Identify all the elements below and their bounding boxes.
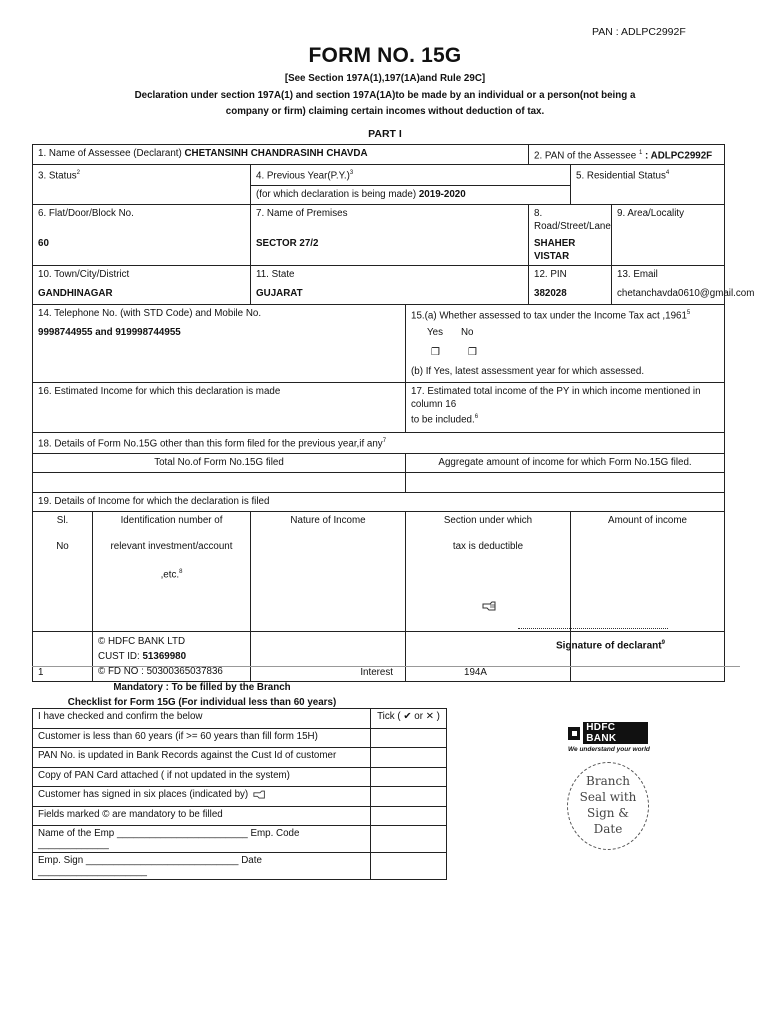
previous-15g-count-value[interactable] xyxy=(33,473,406,493)
field-pan[interactable]: 2. PAN of the Assessee $^1$ : ADLPC2992F xyxy=(529,145,725,165)
field-state-value[interactable]: GUJARAT xyxy=(251,285,529,305)
field-estimated-income[interactable]: 16. Estimated Income for which this declaration is made xyxy=(33,383,406,433)
bank-logo-icon xyxy=(568,727,580,740)
branch-seal-stamp: Branch Seal with Sign & Date xyxy=(567,762,649,850)
field-state-label: 11. State xyxy=(251,266,529,286)
list-item: PAN No. is updated in Bank Records against the Cust Id of customer xyxy=(33,748,447,768)
tick-cell[interactable] xyxy=(371,826,447,853)
field-premises-value[interactable]: SECTOR 27/2 xyxy=(251,235,529,266)
tick-cell[interactable] xyxy=(371,728,447,748)
row-identification[interactable]: © HDFC BANK LTD CUST ID: 51369980 © FD NO : 50300365037836 xyxy=(93,631,251,681)
assessee-name-value: CHETANSINH CHANDRASINH CHAVDA xyxy=(184,148,368,159)
field-pin-value[interactable]: 382028 xyxy=(529,285,612,305)
field-flat-label: 6. Flat/Door/Block No. xyxy=(33,205,251,236)
col-amount-header: Amount of income xyxy=(571,512,725,584)
col-identification-header: Identification number of relevant investment/account ,etc.$^8$ xyxy=(93,512,251,584)
branch-checklist-table xyxy=(32,708,447,880)
field-road-value[interactable]: SHAHER VISTAR xyxy=(529,235,612,266)
tick-cell[interactable] xyxy=(371,853,447,880)
list-item: Emp. Sign ____________________________ Date ____________________ xyxy=(33,853,447,880)
field-telephone-value[interactable]: 9998744955 and 919998744955 xyxy=(33,324,406,344)
table-row xyxy=(33,631,725,681)
row-nature[interactable]: Interest xyxy=(251,631,406,681)
checkbox-no-icon[interactable]: ❒ xyxy=(467,346,477,358)
field-town-value[interactable]: GANDHINAGAR xyxy=(33,285,251,305)
field-road-label: 8. Road/Street/Lane xyxy=(529,205,612,236)
form-subtitle-declaration: Declaration under section 197A(1) and section 197A(1A)to be made by an individual or a person(not being a xyxy=(134,90,636,101)
list-item: Customer has signed in six places (indicated by) xyxy=(33,787,447,807)
col-sl-header: Sl. No xyxy=(33,512,93,584)
previous-year-note: (for which declaration is being made) 2019-2020 xyxy=(251,185,571,205)
list-item: Copy of PAN Card attached ( if not updated in the system) xyxy=(33,767,447,787)
previous-15g-amount-value[interactable] xyxy=(406,473,725,493)
field-status[interactable]: 3. Status$^2$ xyxy=(33,165,251,185)
col-nature-header: Nature of Income xyxy=(251,512,406,584)
field-name-of-assessee[interactable]: 1. Name of Assessee (Declarant) CHETANSINH CHANDRASINH CHAVDA xyxy=(33,145,529,165)
list-item: I have checked and confirm the below Tick ( ✔ or ✕ ) xyxy=(33,709,447,729)
checklist-title: Checklist for Form 15G (For individual less than 60 years) xyxy=(67,697,337,708)
col-section-header: Section under which tax is deductible xyxy=(406,512,571,584)
mandatory-heading: Mandatory : To be filled by the Branch Checklist for Form 15G (For individual less than 60 years) xyxy=(32,680,372,710)
previous-year-value: 2019-2020 xyxy=(418,188,466,200)
bank-tagline: We understand your world xyxy=(568,746,650,753)
form-title: FORM NO. 15G xyxy=(308,44,462,67)
pointing-hand-icon xyxy=(482,600,498,612)
pan-header: PAN : ADLPC2992F xyxy=(592,26,686,38)
field-telephone-label: 14. Telephone No. (with STD Code) and Mobile No. xyxy=(33,305,406,325)
list-item: Name of the Emp ________________________ Emp. Code _____________ xyxy=(33,826,447,853)
tick-cell[interactable] xyxy=(371,787,447,807)
list-item: Customer is less than 60 years (if >= 60 years than fill form 15H) xyxy=(33,728,447,748)
signature-line[interactable] xyxy=(518,628,668,629)
row-sl[interactable]: 1 xyxy=(33,631,93,681)
row-amount[interactable] xyxy=(571,631,725,681)
hdfc-bank-logo xyxy=(568,722,648,753)
form-subtitle-declaration-2: company or firm) claiming certain incomes without deduction of tax. xyxy=(225,106,545,117)
signature-label: Signature of declarant$^9$ xyxy=(556,640,665,652)
field-flat-value[interactable]: 60 xyxy=(33,235,251,266)
field-previous-year[interactable]: 4. Previous $Year(P.Y.)^3$ xyxy=(251,165,571,185)
declaration-table xyxy=(32,144,755,682)
field-previous-15g: 18. Details of Form No.15G other than this form filed for the previous year,if any$^7$ xyxy=(33,433,725,453)
field-residential-status[interactable]: 5. Residential Status$^4$ xyxy=(571,165,725,185)
part-heading: PART I xyxy=(368,128,402,140)
field-assessed-label: 15.(a) Whether assessed to tax under the Income Tax act ,1961$^5$ xyxy=(406,305,725,325)
option-no-label: No xyxy=(460,327,474,339)
field-email-label: 13. Email xyxy=(612,266,725,286)
pan-value: : ADLPC2992F xyxy=(645,150,713,162)
field-estimated-total-income[interactable]: 17. Estimated total income of the PY in which income mentioned in column 16 to be included.$^6$ xyxy=(406,383,725,433)
tick-header: Tick ( ✔ or ✕ ) xyxy=(371,709,447,729)
field-email-value[interactable]: chetanchavda0610@gmail.com xyxy=(612,285,725,305)
previous-15g-count-header: Total No.of Form No.15G filed xyxy=(33,453,406,473)
field-area-label: 9. Area/Locality xyxy=(612,205,725,236)
field-pin-label: 12. PIN xyxy=(529,266,612,286)
tick-cell[interactable] xyxy=(371,767,447,787)
list-item: Fields marked © are mandatory to be filled xyxy=(33,806,447,826)
field-assessment-year[interactable]: (b) If Yes, latest assessment year for which assessed. xyxy=(406,363,725,383)
option-yes-label: Yes xyxy=(427,327,443,339)
checkbox-yes-icon[interactable]: ❒ xyxy=(431,346,440,358)
form-subtitle-section: [See Section 197A(1),197(1A)and Rule 29C] xyxy=(284,73,486,84)
field-premises-label: 7. Name of Premises xyxy=(251,205,529,236)
previous-15g-amount-header: Aggregate amount of income for which Form No.15G filed. xyxy=(406,453,725,473)
field-town-label: 10. Town/City/District xyxy=(33,266,251,286)
row-section[interactable]: 194A xyxy=(406,631,571,681)
divider xyxy=(32,666,740,667)
pointing-hand-icon xyxy=(253,789,267,800)
tick-cell[interactable] xyxy=(371,748,447,768)
tick-cell[interactable] xyxy=(371,806,447,826)
field-income-details: 19. Details of Income for which the declaration is filed xyxy=(33,492,725,512)
bank-name: HDFC BANK xyxy=(583,722,648,744)
field-area-value[interactable] xyxy=(612,235,725,266)
